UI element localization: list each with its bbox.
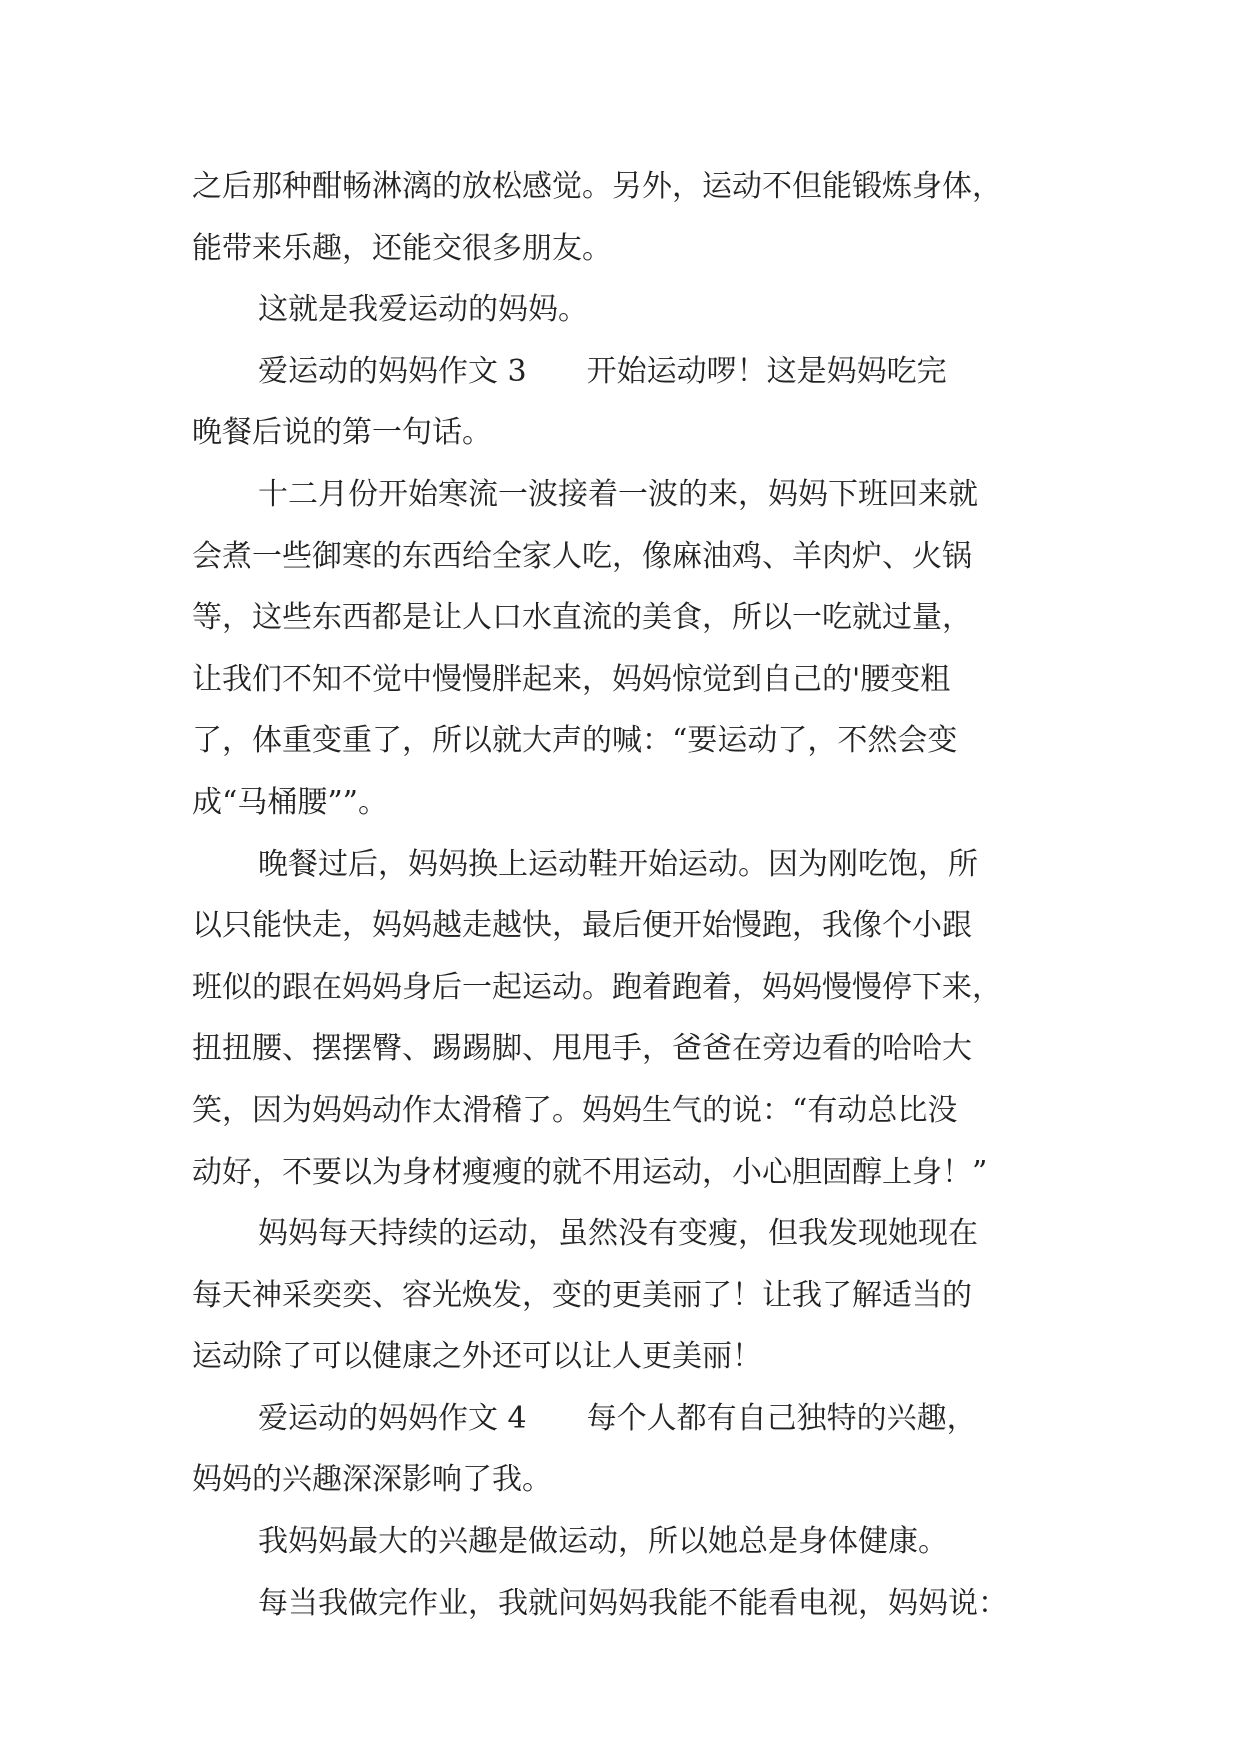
text-line: 每天神采奕奕、容光焕发，变的更美丽了！让我了解适当的 bbox=[192, 1277, 972, 1313]
paragraph-5 bbox=[192, 834, 1052, 1204]
section-heading-essay-4 bbox=[192, 1388, 1052, 1511]
paragraph-8 bbox=[192, 1511, 1052, 1573]
text-line: 等，这些东西都是让人口水直流的美食，所以一吃就过量， bbox=[192, 600, 972, 636]
text-line: 让我们不知不觉中慢慢胖起来，妈妈惊觉到自己的'腰变粗 bbox=[192, 661, 951, 697]
text-line: 会煮一些御寒的东西给全家人吃，像麻油鸡、羊肉炉、火锅 bbox=[192, 538, 972, 574]
text-line: 了，体重变重了，所以就大声的喊：“要运动了，不然会变 bbox=[192, 723, 958, 759]
text-line: 笑，因为妈妈动作太滑稽了。妈妈生气的说：“有动总比没 bbox=[192, 1092, 958, 1128]
paragraph-6 bbox=[192, 1203, 1052, 1388]
text-line: 运动除了可以健康之外还可以让人更美丽！ bbox=[192, 1339, 762, 1375]
section-heading-essay-3 bbox=[192, 341, 1052, 464]
text-line: 成“马桶腰””。 bbox=[192, 784, 389, 820]
text-line: 妈妈每天持续的运动，虽然没有变瘦，但我发现她现在 bbox=[258, 1216, 978, 1252]
text-line: 之后那种酣畅淋漓的放松感觉。另外，运动不但能锻炼身体， bbox=[192, 169, 1002, 204]
text-line: 能带来乐趣，还能交很多朋友。 bbox=[192, 230, 612, 266]
text-line: 十二月份开始寒流一波接着一波的来，妈妈下班回来就 bbox=[258, 476, 978, 512]
document-body bbox=[192, 156, 1052, 1634]
text-line: 动好，不要以为身材瘦瘦的就不用运动，小心胆固醇上身！” bbox=[192, 1154, 988, 1190]
text-line: 扭扭腰、摆摆臀、踢踢脚、甩甩手，爸爸在旁边看的哈哈大 bbox=[192, 1031, 972, 1067]
text-line: 晚餐后说的第一句话。 bbox=[192, 415, 492, 451]
paragraph-4 bbox=[192, 464, 1052, 834]
paragraph-2 bbox=[192, 279, 1052, 341]
text-line: 每当我做完作业，我就问妈妈我能不能看电视，妈妈说： bbox=[258, 1585, 1008, 1621]
text-line: 我妈妈最大的兴趣是做运动，所以她总是身体健康。 bbox=[258, 1524, 948, 1560]
text-line: 以只能快走，妈妈越走越快，最后便开始慢跑，我像个小跟 bbox=[192, 908, 972, 944]
text-line: 这就是我爱运动的妈妈。 bbox=[258, 292, 588, 328]
text-line: 晚餐过后，妈妈换上运动鞋开始运动。因为刚吃饱，所 bbox=[258, 846, 978, 882]
text-line: 班似的跟在妈妈身后一起运动。跑着跑着，妈妈慢慢停下来， bbox=[192, 969, 1002, 1005]
paragraph-9 bbox=[192, 1573, 1052, 1635]
text-line: 爱运动的妈妈作文 3 开始运动啰！这是妈妈吃完 bbox=[258, 353, 947, 389]
text-line: 爱运动的妈妈作文 4 每个人都有自己独特的兴趣， bbox=[258, 1400, 977, 1436]
paragraph-1 bbox=[192, 156, 1052, 279]
text-line: 妈妈的兴趣深深影响了我。 bbox=[192, 1462, 552, 1498]
